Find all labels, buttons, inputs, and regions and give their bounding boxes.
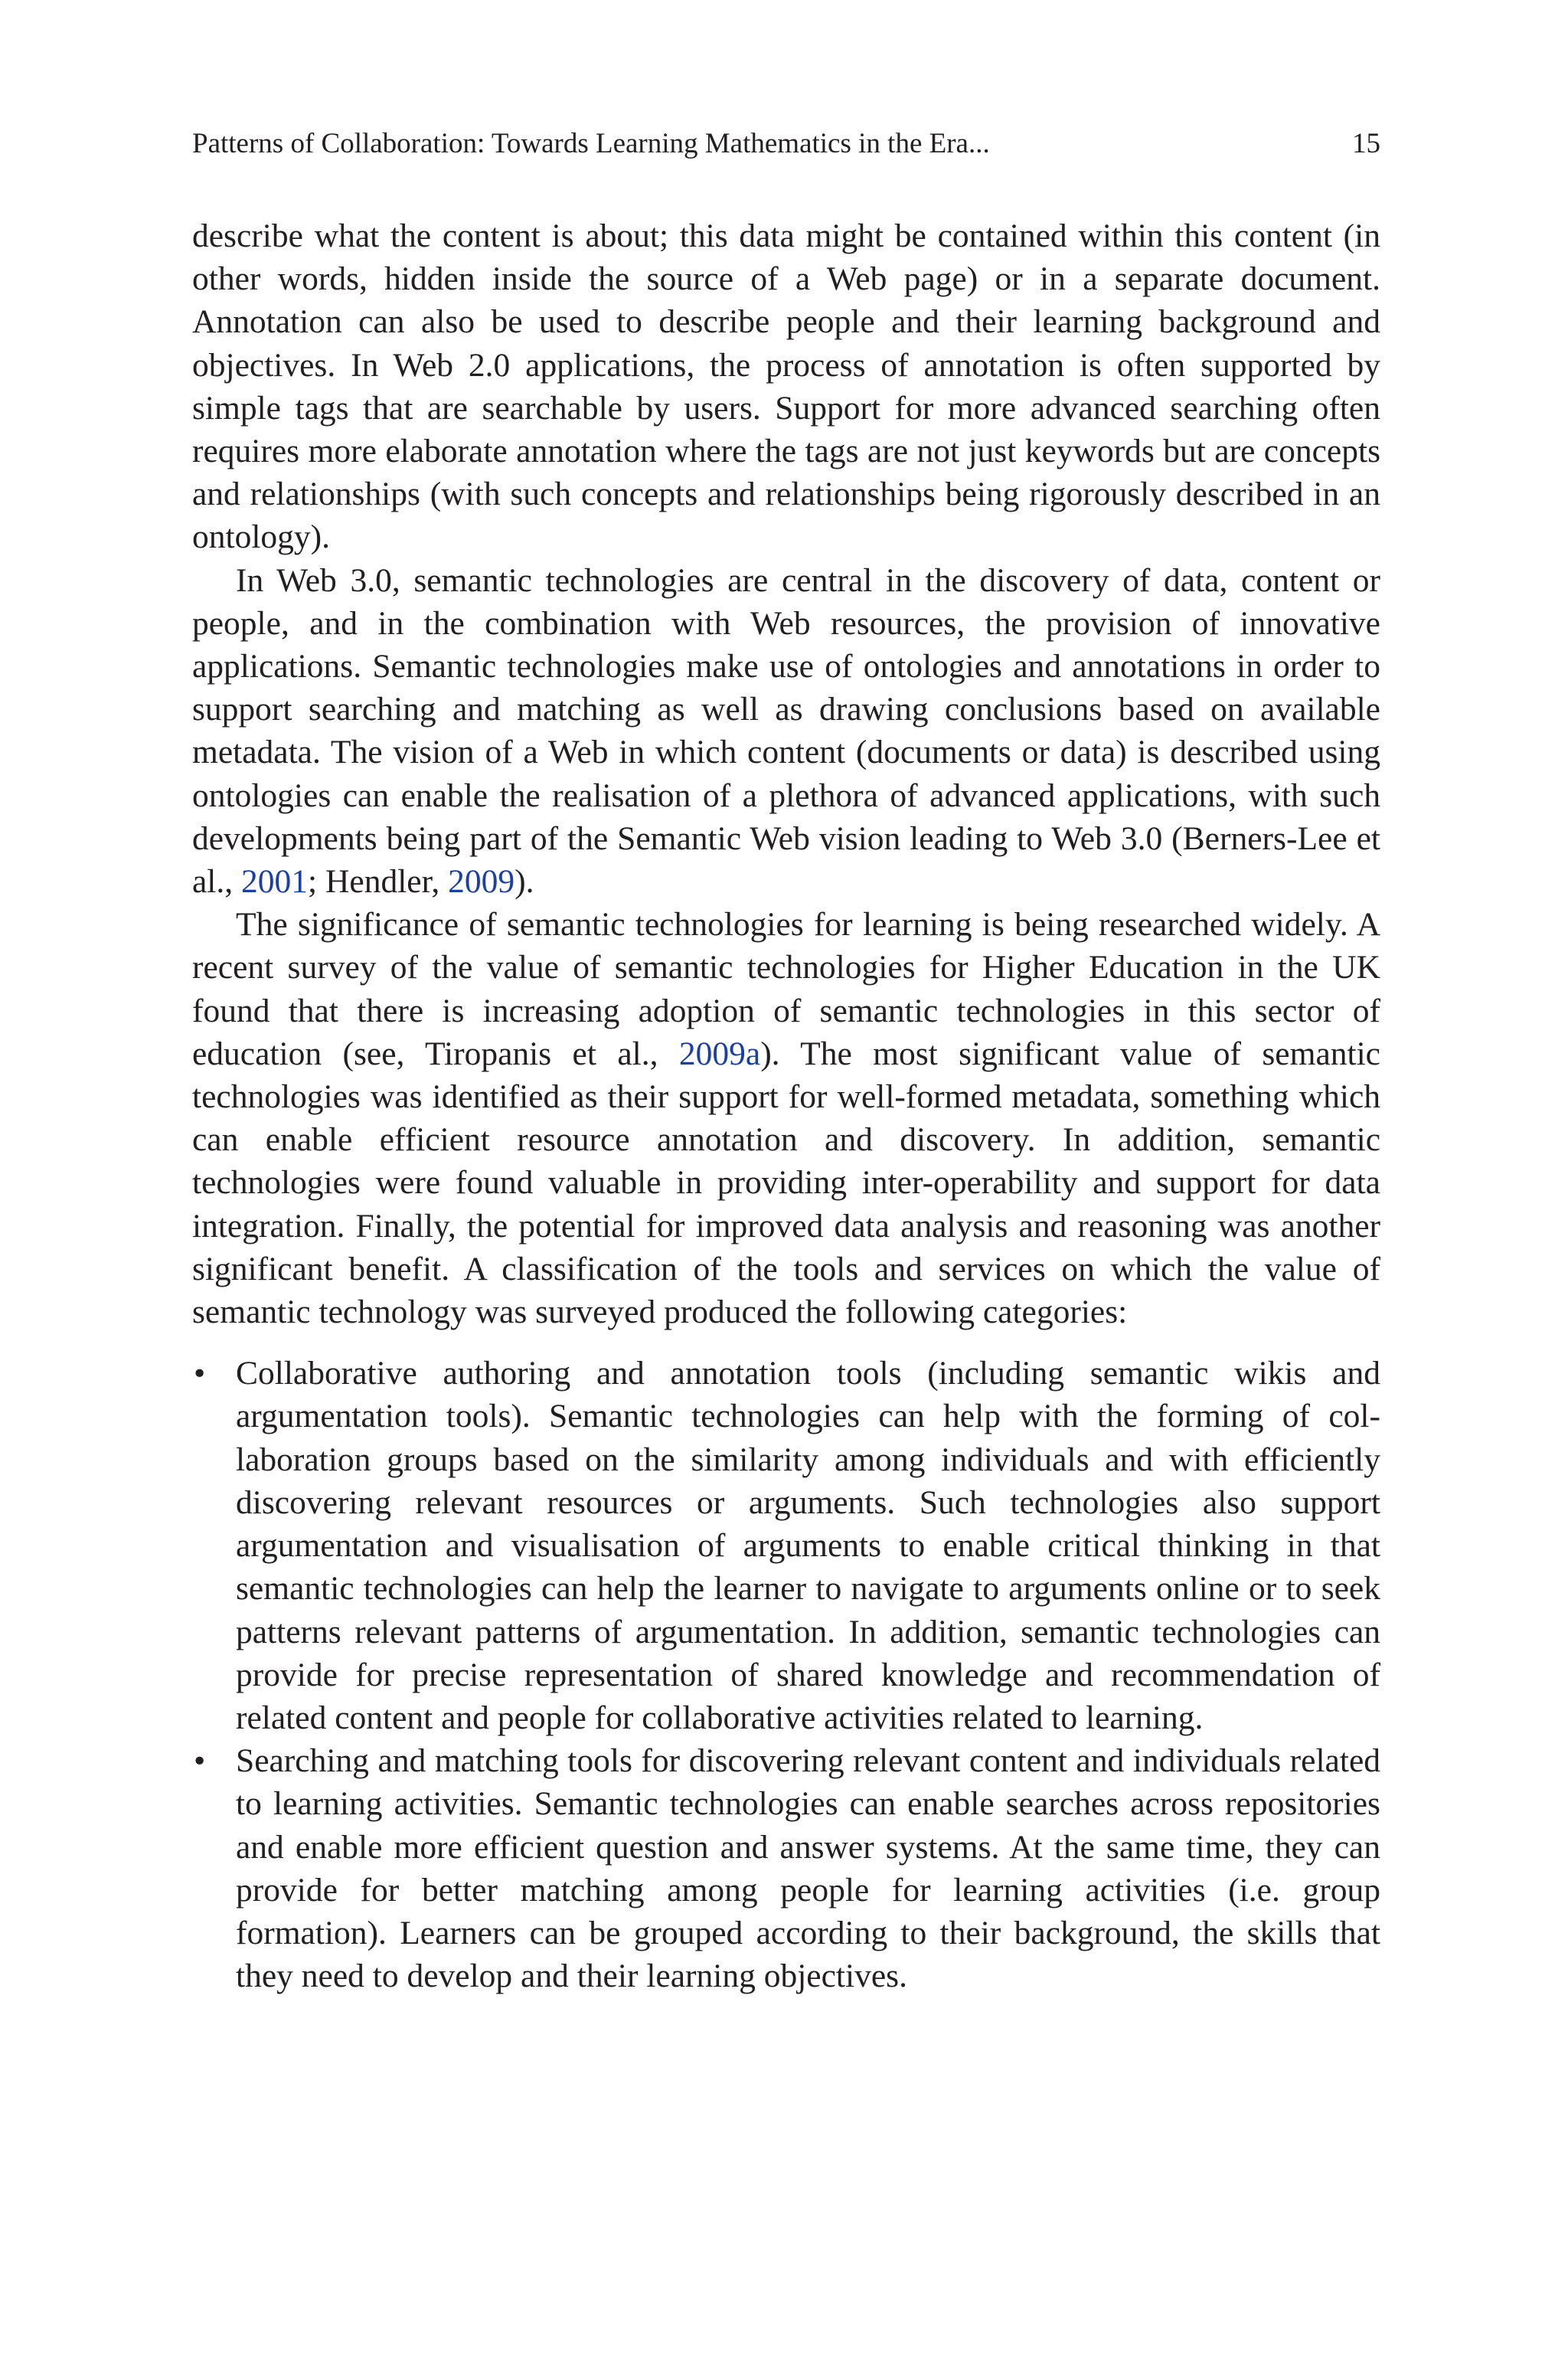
paragraph-text: ; Hendler,	[308, 863, 449, 901]
paragraph-text: describe what the content is about; this data might be contained within this content (in other words, hidden inside the source of a Web page) or in a separate document. Annotation can also be used to describe people and their learning background and objectives. In Web 2.0 applications, the process of annotation is often supported by simple tags that are searchable by users. Support for more advanced searching often requires more elaborate annotation where the tags are not just keywords but are concepts and relationships (with such concepts and relationships being rigorously described in an ontology).	[192, 218, 1380, 556]
paragraph	[192, 559, 1380, 904]
paragraph-text: The significance of semantic technologies for learning is being researched widely. A recent survey of the value of semantic technologies for Higher Education in the UK found that there is increasing adoption of semantic technologies in this sector of education (see, Tiropanis et al.,	[192, 906, 1380, 1072]
list-item	[192, 1739, 1380, 1997]
bullet-list	[192, 1352, 1380, 1997]
bullet-icon: •	[194, 1742, 206, 1780]
main-text	[192, 214, 1380, 1997]
running-title: Patterns of Collaboration: Towards Learning Mathematics in the Era...	[192, 128, 990, 159]
list-item-text: Searching and matching tools for discovering relevant content and individuals related to learning activities. Semantic technologies can enable searches across repositories and enable more efficient question and answer systems. At the same time, they can provide for better matching among people for learning activities (i.e. group formation). Learners can be grouped according to their background, the skills that they need to develop and their learning objectives.	[236, 1742, 1380, 1995]
paragraph-text: ).	[514, 863, 534, 901]
running-header	[192, 126, 1380, 162]
paragraph	[192, 903, 1380, 1333]
citation-link[interactable]: 2001	[241, 863, 309, 901]
page-number: 15	[1352, 128, 1380, 159]
paragraph-text: ). The most significant value of semantic technologies was identified as their support for well-formed metadata, something which can enable efficient resource annotation and discovery. In addition, semantic technologies were found valuable in providing inter-operability and support for data integration. Finally, the potential for improved data analysis and reasoning was another significant benefit. A classification of the tools and services on which the value of semantic technology was surveyed produced the following categories:	[192, 1035, 1380, 1331]
bullet-icon: •	[194, 1355, 206, 1392]
paragraph	[192, 214, 1380, 559]
paragraph-text: In Web 3.0, semantic technologies are central in the discovery of data, content or people, and in the combination with Web resources, the provision of innovative applications. Semantic technologies make use of ontologies and annotations in order to support searching and matching as well as drawing conclusions based on available metadata. The vision of a Web in which content (documents or data) is described using ontologies can enable the realisation of a plethora of advanced applications, with such developments being part of the Semantic Web vision leading to Web 3.0 (Berners-Lee et al.,	[192, 561, 1380, 901]
list-item	[192, 1352, 1380, 1739]
citation-link[interactable]: 2009a	[678, 1035, 761, 1072]
citation-link[interactable]: 2009	[448, 863, 515, 901]
list-item-text: Collaborative authoring and annotation tools (including semantic wikis and argumentation tools). Semantic technologies can help with the forming of collaboration groups based on the similarity among individuals and with efficiently discovering relevant resources or arguments. Such technologies also support argumentation and visualisation of arguments to enable critical thinking in that semantic technologies can help the learner to navigate to arguments online or to seek patterns relevant patterns of argumentation. In addition, semantic technologies can provide for precise representation of shared knowledge and recommendation of related content and people for collaborative activities related to learning.	[236, 1355, 1380, 1736]
